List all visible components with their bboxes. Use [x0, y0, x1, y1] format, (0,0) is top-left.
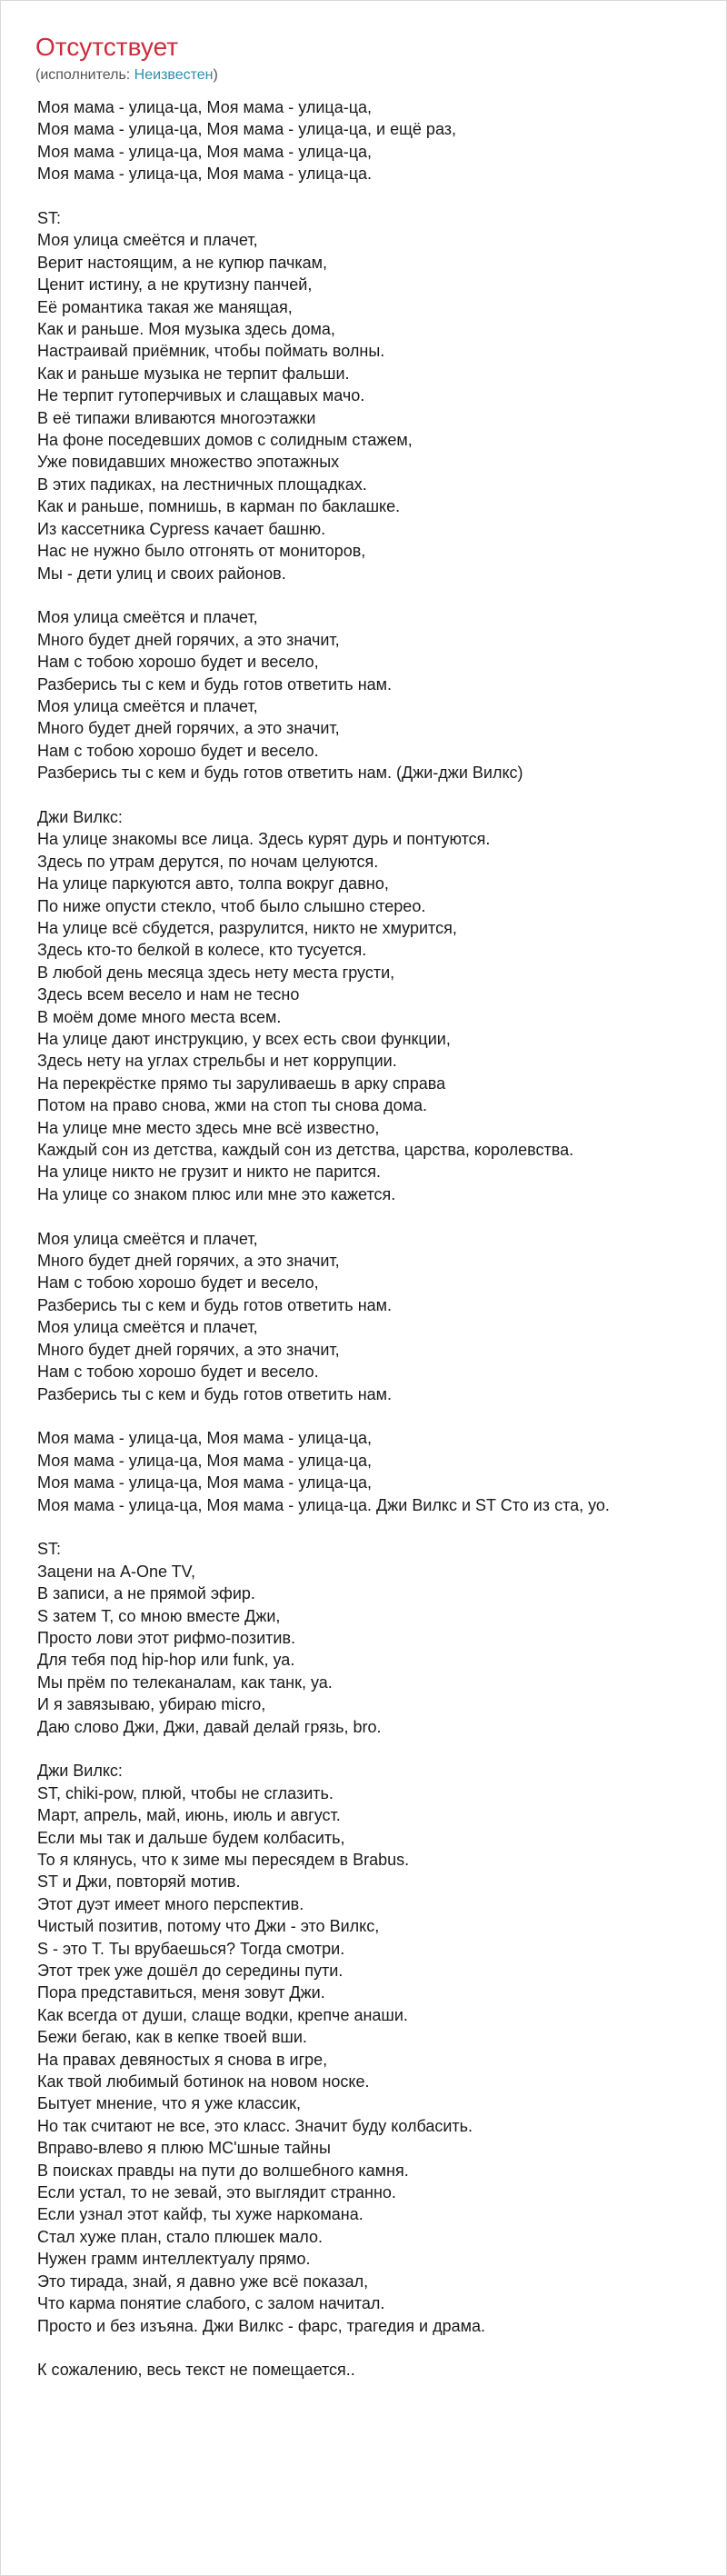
lyric-line: Разберись ты с кем и будь готов ответить нам.	[37, 1295, 393, 1314]
lyric-line: Если узнал этот кайф, ты хуже наркомана.	[37, 2205, 364, 2224]
lyric-line: Как твой любимый ботинок на новом носке.	[37, 2072, 370, 2092]
lyric-line: Из кассетника Cypress качает башню.	[37, 519, 326, 538]
lyric-line: Настраивай приёмник, чтобы поймать волны.	[37, 342, 385, 361]
performer-suffix: )	[213, 67, 218, 83]
lyric-line: Разберись ты с кем и будь готов ответить нам. (Джи-джи Вилкс)	[37, 764, 523, 783]
lyric-line: Много будет дней горячих, а это значит,	[37, 1252, 340, 1271]
lyric-line: Даю слово Джи, Джи, давай делай грязь, bro.	[37, 1717, 382, 1736]
lyric-line: В этих падиках, на лестничных площадках.	[37, 474, 367, 494]
lyric-line: Стал хуже план, стало плюшек мало.	[37, 2227, 323, 2246]
lyric-line: На правах девяностых я снова в игре,	[37, 2050, 328, 2069]
lyric-line: ST:	[37, 209, 62, 228]
lyric-line: На перекрёстке прямо ты заруливаешь в арку справа	[37, 1073, 446, 1093]
lyric-line: Но так считают не все, это класс. Значит буду колбасить.	[37, 2116, 473, 2135]
lyric-line: Нам с тобою хорошо будет и весело.	[37, 1363, 319, 1382]
truncation-note: К сожалению, весь текст не помещается..	[37, 2361, 355, 2380]
lyric-line: По ниже опусти стекло, чтоб было слышно стерео.	[37, 896, 426, 915]
lyric-line: На улице всё сбудется, разрулится, никто не хмурится,	[37, 918, 457, 937]
lyric-line: Моя мама - улица-ца, Моя мама - улица-ца,	[37, 1429, 373, 1448]
song-header	[35, 32, 708, 85]
lyric-line: Джи Вилкс:	[37, 807, 123, 826]
lyric-line: Вправо-влево я плюю МС'шные тайны	[37, 2139, 331, 2158]
lyric-line: Моя мама - улица-ца, Моя мама - улица-ца,	[37, 142, 373, 161]
lyric-line: Моя улица смеётся и плачет,	[37, 1318, 258, 1337]
lyrics-stanza	[37, 1760, 710, 2337]
lyric-line: В любой день месяца здесь нету места грусти,	[37, 963, 395, 982]
lyric-line: В её типажи вливаются многоэтажки	[37, 408, 316, 427]
lyric-line: В записи, а не прямой эфир.	[37, 1584, 255, 1603]
lyric-line: Этот дуэт имеет много перспектив.	[37, 1894, 304, 1913]
lyric-line: Как и раньше. Моя музыка здесь дома,	[37, 320, 335, 339]
lyric-line: Моя мама - улица-ца, Моя мама - улица-ца. Джи Вилкс и ST Сто из ста, уо.	[37, 1495, 610, 1514]
lyric-line: Нам с тобою хорошо будет и весело.	[37, 741, 319, 760]
lyric-line: Моя улица смеётся и плачет,	[37, 608, 258, 627]
lyric-line: Это тирада, знай, я давно уже всё показал,	[37, 2271, 369, 2291]
lyric-line: На улице мне место здесь мне всё известно,	[37, 1118, 380, 1137]
lyrics-stanza	[37, 207, 710, 584]
lyric-line: Моя мама - улица-ца, Моя мама - улица-ца, и ещё раз,	[37, 120, 457, 139]
lyric-line: Много будет дней горячих, а это значит,	[37, 630, 340, 649]
lyrics-body	[37, 96, 710, 2381]
lyric-line: В поисках правды на пути до волшебного камня.	[37, 2161, 409, 2180]
lyric-line: Здесь нету на углах стрельбы и нет коррупции.	[37, 1052, 397, 1071]
lyric-line: Уже повидавших множество эпотажных	[37, 453, 340, 472]
lyric-line: Разберись ты с кем и будь готов ответить нам.	[37, 674, 393, 694]
lyric-line: Чистый позитив, потому что Джи - это Вилкс,	[37, 1917, 380, 1936]
lyrics-stanza	[37, 806, 710, 1205]
lyric-line: Моя мама - улица-ца, Моя мама - улица-ца,	[37, 1473, 373, 1493]
lyric-line: S затем T, со мною вместе Джи,	[37, 1606, 281, 1625]
lyrics-stanza	[37, 1427, 710, 1516]
lyric-line: Что карма понятие слабого, с залом начитал.	[37, 2294, 385, 2313]
lyric-line: В моём доме много места всем.	[37, 1007, 282, 1026]
lyric-line: На улице дают инструкцию, у всех есть свои функции,	[37, 1030, 451, 1049]
lyric-line: Моя мама - улица-ца, Моя мама - улица-ца,	[37, 1451, 373, 1470]
lyric-line: Зацени на A-One TV,	[37, 1562, 195, 1581]
lyric-line: На улице паркуются авто, толпа вокруг давно,	[37, 874, 389, 894]
lyric-line: Мы прём по телеканалам, как танк, уа.	[37, 1672, 333, 1692]
lyric-line: Нам с тобою хорошо будет и весело,	[37, 1273, 319, 1293]
lyric-line: Если мы так и дальше будем колбасить,	[37, 1828, 345, 1847]
lyric-line: Моя мама - улица-ца, Моя мама - улица-ца,	[37, 98, 373, 116]
lyric-line: Каждый сон из детства, каждый сон из детства, царства, королевства.	[37, 1141, 574, 1160]
lyric-line: Моя мама - улица-ца, Моя мама - улица-ца.	[37, 165, 373, 184]
lyric-line: Просто и без изъяна. Джи Вилкс - фарс, трагедия и драма.	[37, 2316, 485, 2335]
lyric-line: Верит настоящим, а не купюр пачкам,	[37, 253, 328, 272]
lyric-line: На улице знакомы все лица. Здесь курят дурь и понтуются.	[37, 830, 491, 849]
lyric-line: Как и раньше, помнишь, в карман по баклашке.	[37, 497, 401, 516]
lyric-line: Джи Вилкс:	[37, 1762, 123, 1781]
performer-prefix: (исполнитель:	[35, 67, 134, 83]
lyrics-stanza	[37, 1228, 710, 1405]
lyric-line: ST:	[37, 1540, 62, 1559]
lyric-line: Бытует мнение, что я уже классик,	[37, 2094, 301, 2113]
lyric-line: Мы - дети улиц и своих районов.	[37, 564, 286, 583]
lyric-line: Не терпит гутоперчивых и слащавых мачо.	[37, 386, 365, 405]
lyric-line: На улице никто не грузит и никто не парится.	[37, 1163, 382, 1182]
lyric-line: Моя улица смеётся и плачет,	[37, 696, 258, 715]
lyric-line: Просто лови этот рифмо-позитив.	[37, 1628, 296, 1647]
lyric-line: Моя улица смеётся и плачет,	[37, 231, 258, 250]
lyric-line: Ценит истину, а не крутизну панчей,	[37, 275, 313, 295]
lyrics-stanza	[37, 606, 710, 784]
lyric-line: Если устал, то не зевай, это выглядит странно.	[37, 2183, 396, 2202]
lyric-line: На улице со знаком плюс или мне это кажется.	[37, 1184, 396, 1203]
lyric-line: Моя улица смеётся и плачет,	[37, 1229, 258, 1248]
performer-link[interactable]: Неизвестен	[134, 67, 214, 83]
lyrics-stanza	[37, 96, 710, 185]
lyric-line: Здесь кто-то белкой в колесе, кто тусуется.	[37, 941, 367, 960]
performer-line	[35, 66, 708, 85]
lyric-line: Нас не нужно было отгонять от мониторов,	[37, 542, 366, 561]
lyric-line: Как и раньше музыка не терпит фальши.	[37, 364, 350, 383]
lyric-line: Март, апрель, май, июнь, июль и август.	[37, 1806, 341, 1825]
lyric-line: То я клянусь, что к зиме мы пересядем в Brabus.	[37, 1850, 410, 1869]
lyric-line: Разберись ты с кем и будь готов ответить нам.	[37, 1384, 393, 1403]
lyric-line: Нужен грамм интеллектуалу прямо.	[37, 2250, 311, 2269]
lyric-line: ST, chiki-pow, плюй, чтобы не сглазить.	[37, 1783, 334, 1802]
lyric-line: Здесь по утрам дерутся, по ночам целуются.	[37, 852, 379, 871]
lyric-line: ST и Джи, повторяй мотив.	[37, 1872, 241, 1892]
lyric-line: Здесь всем весело и нам не тесно	[37, 985, 300, 1004]
lyric-line: Много будет дней горячих, а это значит,	[37, 1340, 340, 1359]
lyric-line: Много будет дней горячих, а это значит,	[37, 719, 340, 738]
lyric-line: Как всегда от души, слаще водки, крепче анаши.	[37, 2005, 408, 2024]
lyric-line: Нам с тобою хорошо будет и весело,	[37, 653, 319, 672]
song-title: Отсутствует	[35, 33, 179, 61]
lyric-line: S - это T. Ты врубаешься? Тогда смотри.	[37, 1939, 345, 1958]
lyric-line: На фоне поседевших домов с солидным стажем,	[37, 431, 413, 450]
lyric-line: Её романтика такая же манящая,	[37, 297, 293, 316]
lyric-line: И я завязываю, убираю micro,	[37, 1695, 266, 1714]
lyric-line: Для тебя под hip-hop или funk, уа.	[37, 1651, 295, 1670]
lyric-line: Пора представиться, меня зовут Джи.	[37, 1983, 325, 2002]
lyric-line: Потом на право снова, жми на стоп ты снова дома.	[37, 1096, 428, 1115]
lyric-line: Этот трек уже дошёл до середины пути.	[37, 1962, 344, 1981]
lyric-line: Бежи бегаю, как в кепке твоей вши.	[37, 2028, 307, 2047]
lyrics-stanza	[37, 1538, 710, 1738]
